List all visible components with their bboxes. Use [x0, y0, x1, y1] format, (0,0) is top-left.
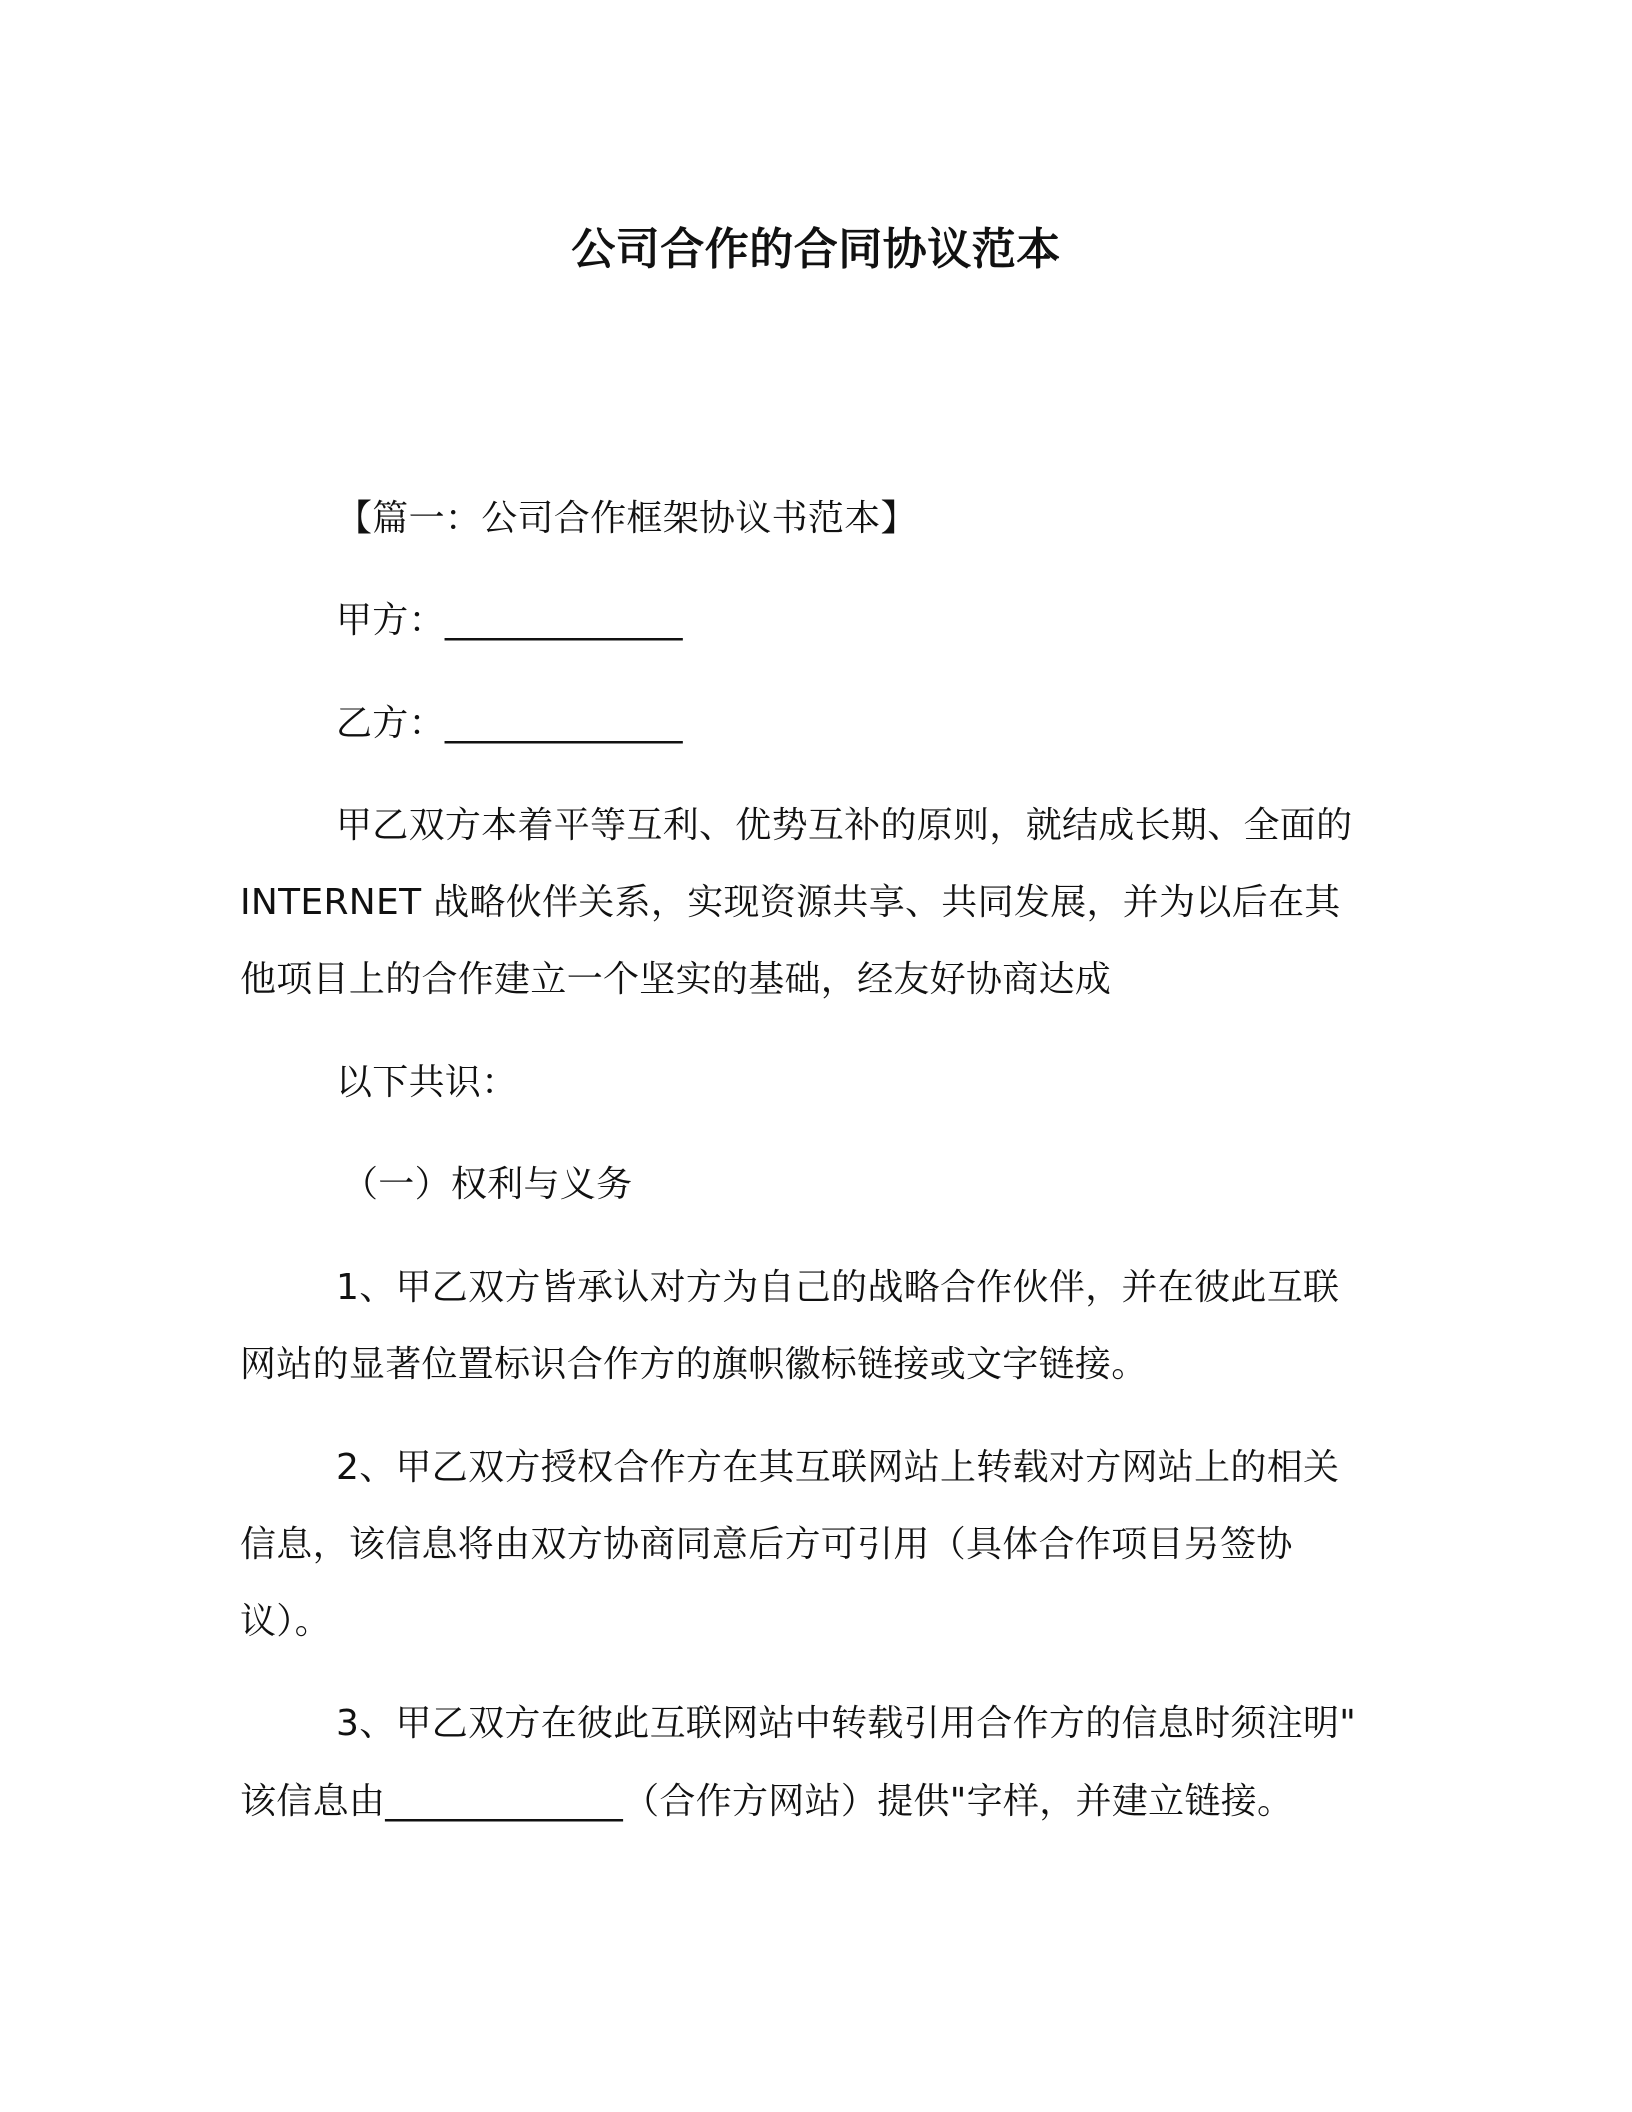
- subsection-heading: （一）权利与义务: [342, 1164, 633, 1205]
- clause-2-line: 2、甲乙双方授权合作方在其互联网站上转载对方网站上的相关: [336, 1447, 1340, 1488]
- clause-2-line: 信息，该信息将由双方协商同意后方可引用（具体合作项目另签协: [240, 1524, 1293, 1565]
- clause-3-line: 3、甲乙双方在彼此互联网站中转载引用合作方的信息时须注明": [336, 1703, 1357, 1744]
- intro-paragraph-line: 他项目上的合作建立一个坚实的基础，经友好协商达成: [240, 959, 1112, 1000]
- section-heading: 【篇一：公司合作框架协议书范本】: [336, 498, 917, 539]
- document-title: 公司合作的合同协议范本: [571, 224, 1061, 275]
- clause-3-line: 该信息由_____________（合作方网站）提供"字样，并建立链接。: [240, 1781, 1294, 1822]
- intro-paragraph-line: 甲乙双方本着平等互利、优势互补的原则，就结成长期、全面的: [336, 805, 1353, 846]
- party-b-line: 乙方：_____________: [336, 703, 683, 744]
- clause-2-line: 议）。: [240, 1601, 331, 1642]
- clause-1-line: 1、甲乙双方皆承认对方为自己的战略合作伙伴，并在彼此互联: [336, 1267, 1340, 1308]
- clause-1-line: 网站的显著位置标识合作方的旗帜徽标链接或文字链接。: [240, 1344, 1148, 1385]
- consensus-line: 以下共识：: [336, 1062, 518, 1103]
- intro-paragraph-line: INTERNET 战略伙伴关系，实现资源共享、共同发展，并为以后在其: [240, 882, 1341, 923]
- party-a-line: 甲方：_____________: [336, 600, 683, 641]
